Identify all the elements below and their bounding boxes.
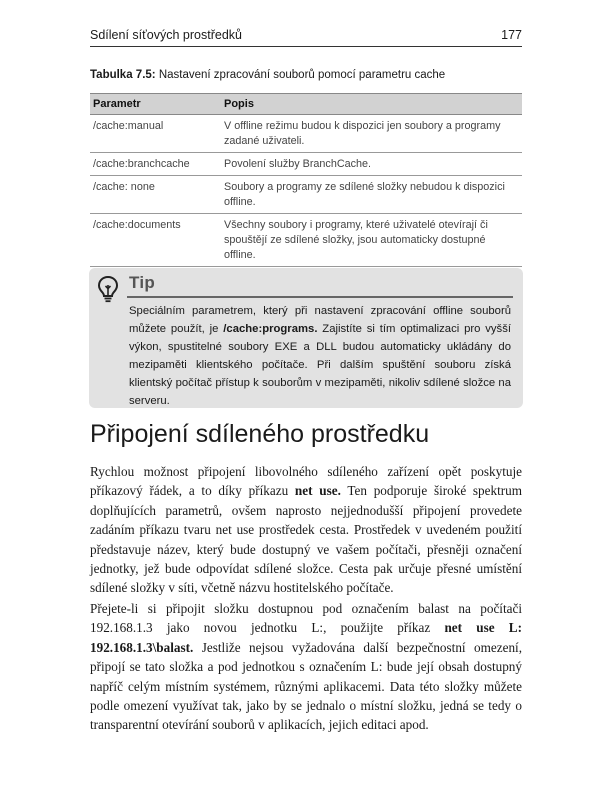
table-cell-param: /cache:manual <box>90 115 221 153</box>
table-cell-param: /cache:documents <box>90 214 221 267</box>
table-cell-param: /cache:branchcache <box>90 153 221 176</box>
table-cell-desc: V offline režimu budou k dispozici jen soubory a programy zadané uživateli. <box>221 115 522 153</box>
cache-parameters-table <box>90 93 522 267</box>
paragraph <box>90 462 522 598</box>
table-row <box>90 153 522 176</box>
table-row <box>90 176 522 214</box>
paragraph-text: Ten podporuje široké spektrum doplňujících parametrů, ovšem naprosto nejjednodušší připojení provedete zadáním příkazu tvaru net use prostředek cesta. Prostředek v uvedeném použití představuje název, který bude dostupný ve vašem počítači, přesněji označení jednotky, jež bude odpovídat sdílené složce. Cesta pak určuje přesné umístění sdílené složky v síti, včetně názvu hostitelského počítače. <box>90 483 522 596</box>
paragraph-text: Přejete-li si připojit složku dostupnou pod označením balast na počítači 192.168.1.3 jako novou jednotku L:, použijte příkaz <box>90 601 522 636</box>
table-caption-text: Nastavení zpracování souborů pomocí parametru cache <box>155 69 446 81</box>
command-text: net use L: 192.168.1.3\balast. <box>90 620 522 655</box>
tip-box <box>89 268 523 408</box>
table-row <box>90 214 522 267</box>
tip-text <box>129 302 511 410</box>
table-cell-param: /cache: none <box>90 176 221 214</box>
table-caption <box>90 69 530 81</box>
table-cell-desc: Všechny soubory i programy, které uživatelé otevírají či spouštějí ze sdílené složky, jsou automaticky dostupné offline. <box>221 214 522 267</box>
section-heading: Připojení sdíleného prostředku <box>90 420 430 448</box>
paragraph-text: Rychlou možnost připojení libovolného sdíleného zařízení opět poskytuje příkazový řádek, a to díky příkazu <box>90 464 522 499</box>
table-row <box>90 115 522 153</box>
tip-command: /cache:programs. <box>223 323 318 335</box>
paragraph-text: Jestliže nejsou vyžadována další bezpečnostní omezení, připojí se tato složka a pod jednotkou s označením L: bude její obsah dostupný napříč celým místním systémem, různými aplikacemi. Data této složky můžete podle omezení využívat tak, jako by se jednalo o místní složku, jedná se tedy o transparentní otevírání souborů v aplikacích, jejich editaci apod. <box>90 639 522 733</box>
table-cell-desc: Povolení služby BranchCache. <box>221 153 522 176</box>
column-header-popis: Popis <box>221 94 522 115</box>
page-number: 177 <box>501 28 522 42</box>
table-cell-desc: Soubory a programy ze sdílené složky nebudou k dispozici offline. <box>221 176 522 214</box>
tip-text-part: Speciálním parametrem, který při nastavení zpracování offline souborů můžete použít, je <box>129 305 511 335</box>
table-header-row <box>90 94 522 115</box>
running-header-title: Sdílení síťových prostředků <box>90 28 242 42</box>
paragraph <box>90 599 522 735</box>
tip-divider <box>127 296 513 298</box>
tip-text-part: Zajistíte si tím optimalizaci pro vyšší výkon, spustitelné soubory EXE a DLL budou automaticky ukládány do mezipaměti klientského počítače. Při dalším spuštění souboru získá klientský počítač přístup k souborům v mezipaměti, nikoliv sdílené složce na serveru. <box>129 323 511 407</box>
command-text: net use. <box>294 483 341 499</box>
column-header-parametr: Parametr <box>90 94 221 115</box>
running-header <box>90 26 522 47</box>
table-caption-label: Tabulka 7.5: <box>90 69 156 81</box>
lightbulb-icon <box>95 274 121 304</box>
tip-title: Tip <box>129 273 156 292</box>
